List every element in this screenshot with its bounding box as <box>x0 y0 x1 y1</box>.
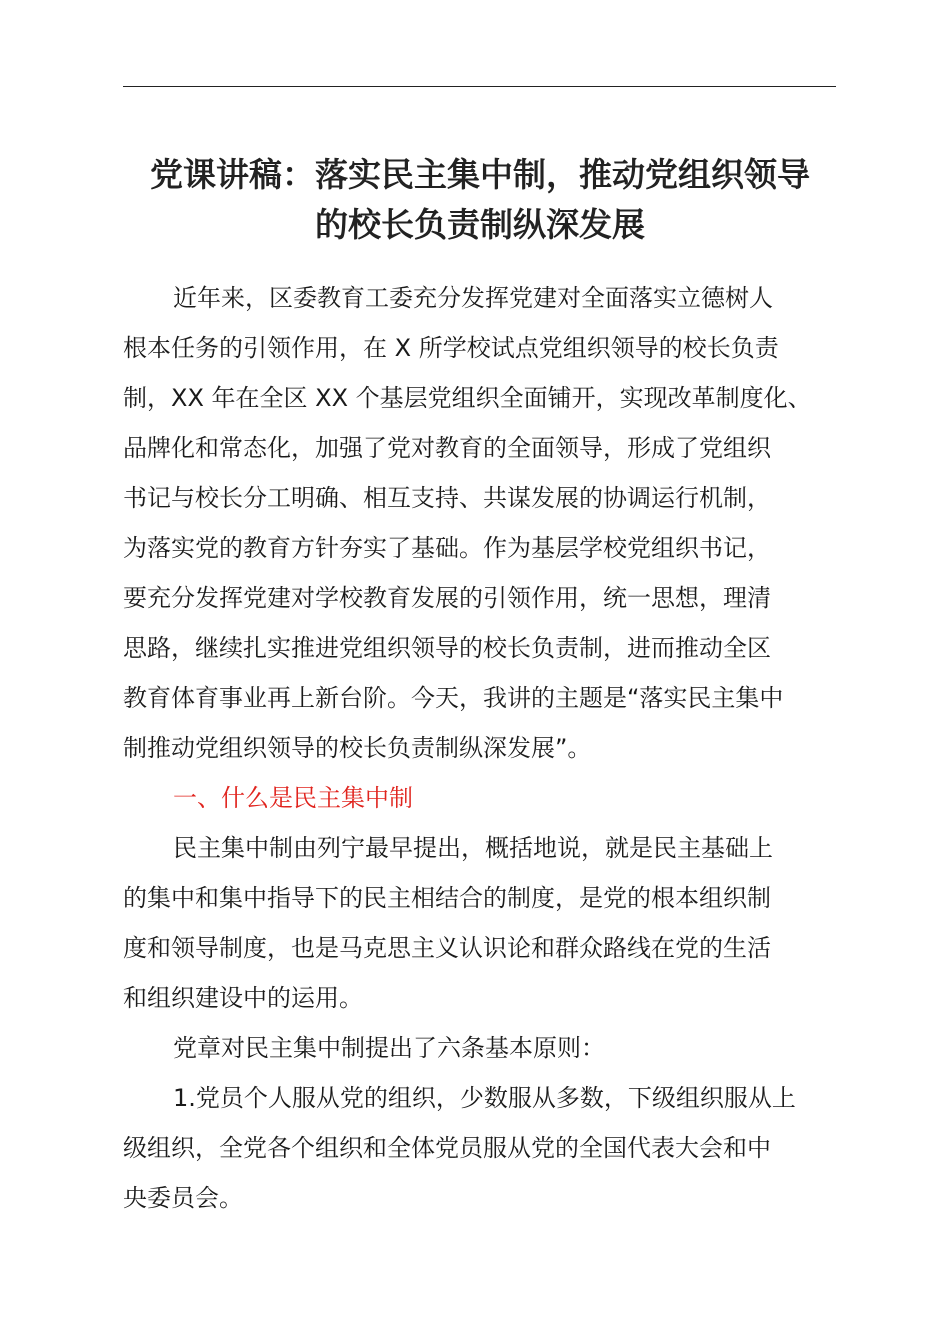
text-line: 为落实党的教育方针夯实了基础。作为基层学校党组织书记， <box>123 534 771 562</box>
title-line-1: 党课讲稿：落实民主集中制，推动党组织领导 <box>150 155 810 194</box>
paragraph-principle-1 <box>123 1073 836 1223</box>
text-line: 品牌化和常态化，加强了党对教育的全面领导，形成了党组织 <box>123 434 771 462</box>
text-line: 要充分发挥党建对学校教育发展的引领作用，统一思想，理清 <box>123 584 771 612</box>
text-line: 书记与校长分工明确、相互支持、共谋发展的协调运行机制， <box>123 484 771 512</box>
text-line: 度和领导制度，也是马克思主义认识论和群众路线在党的生活 <box>123 934 771 962</box>
text-line: 教育体育事业再上新台阶。今天，我讲的主题是“落实民主集中 <box>123 684 784 712</box>
text-line: 和组织建设中的运用。 <box>123 984 363 1012</box>
text-line: 级组织，全党各个组织和全体党员服从党的全国代表大会和中 <box>123 1134 771 1162</box>
text-line: 近年来，区委教育工委充分发挥党建对全面落实立德树人 <box>173 284 773 312</box>
text-line: 民主集中制由列宁最早提出，概括地说，就是民主基础上 <box>173 834 773 862</box>
text-line: 思路，继续扎实推进党组织领导的校长负责制，进而推动全区 <box>123 634 771 662</box>
text-line: 制推动党组织领导的校长负责制纵深发展”。 <box>123 734 592 762</box>
header-rule <box>123 86 836 87</box>
text-line: 党章对民主集中制提出了六条基本原则： <box>173 1034 605 1062</box>
paragraph-principles-intro <box>123 1023 836 1073</box>
text-line: 根本任务的引领作用，在 X 所学校试点党组织领导的校长负责 <box>123 334 779 362</box>
text-line: 央委员会。 <box>123 1184 243 1212</box>
text-line: 1.党员个人服从党的组织，少数服从多数，下级组织服从上 <box>173 1084 796 1112</box>
text-line: 制，XX 年在全区 XX 个基层党组织全面铺开，实现改革制度化、 <box>123 384 812 412</box>
title-line-2: 的校长负责制纵深发展 <box>315 205 645 244</box>
paragraph-intro <box>123 273 836 773</box>
text-line: 的集中和集中指导下的民主相结合的制度，是党的根本组织制 <box>123 884 771 912</box>
page-title <box>110 150 850 250</box>
section-heading: 一、什么是民主集中制 <box>173 784 413 812</box>
paragraph-definition <box>123 823 836 1023</box>
document-body <box>123 273 836 1223</box>
